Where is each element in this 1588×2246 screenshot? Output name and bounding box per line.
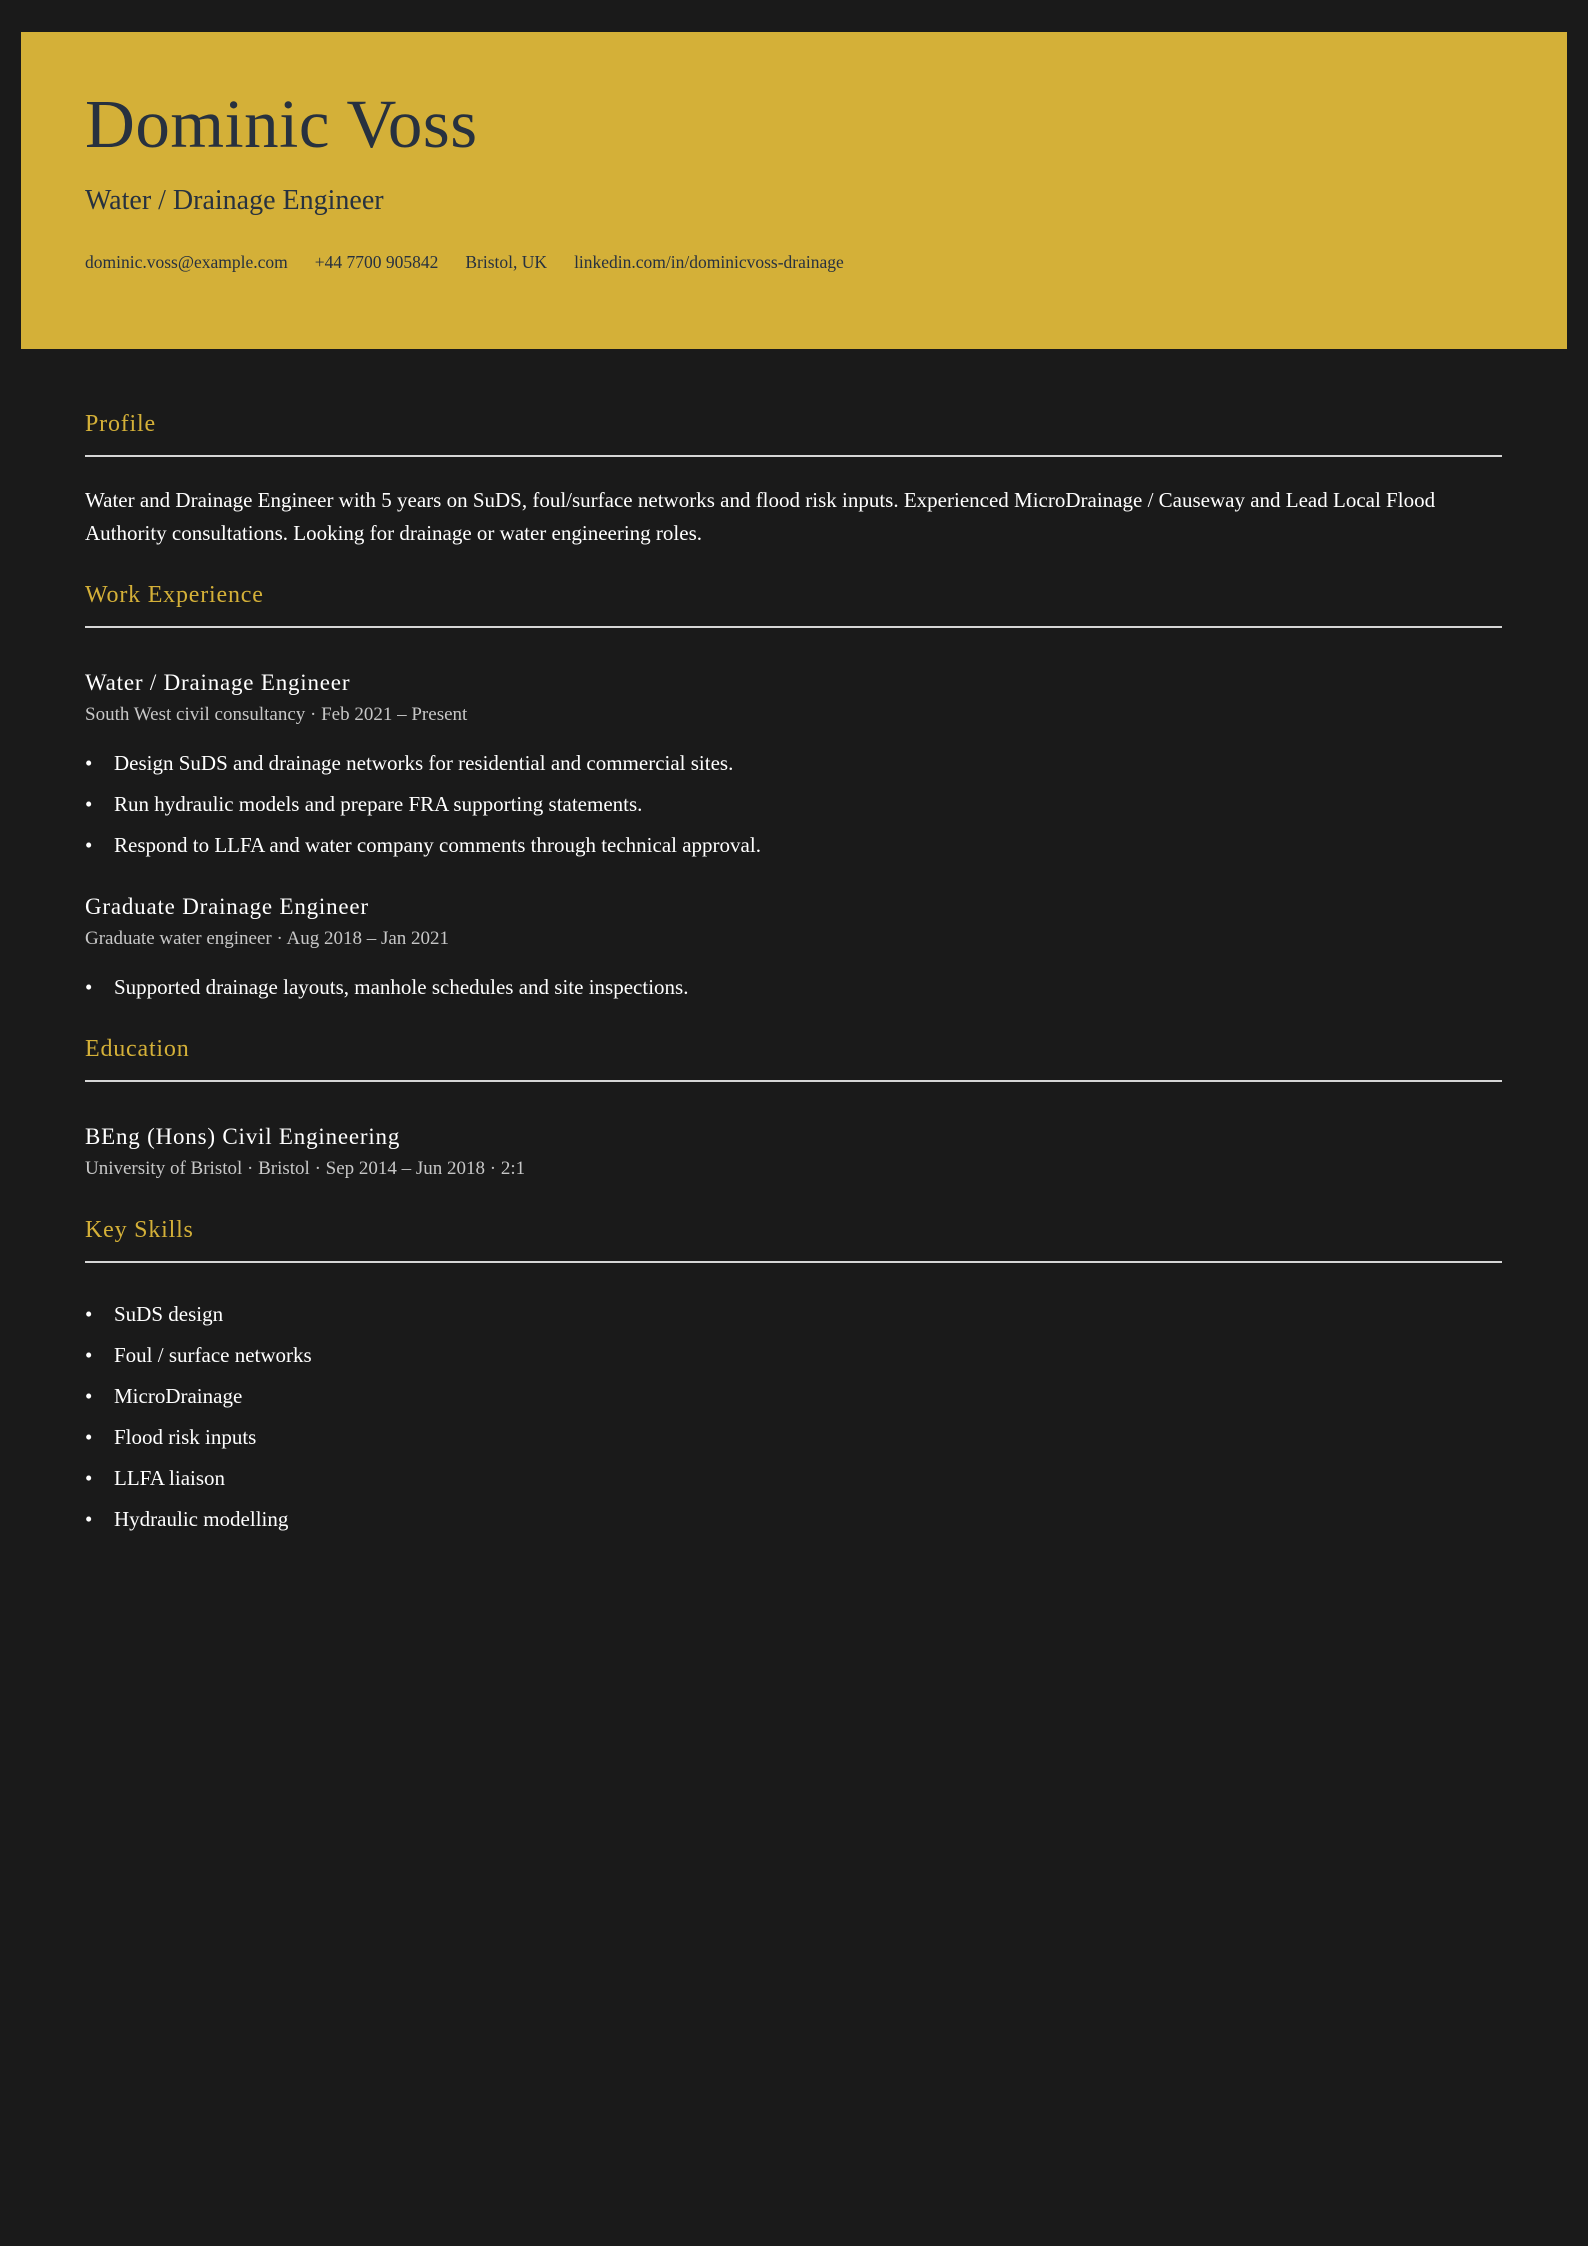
contact-location: Bristol, UK: [465, 252, 548, 272]
contact-email[interactable]: dominic.voss@example.com: [85, 252, 288, 272]
profile-text: Water and Drainage Engineer with 5 years on SuDS, foul/surface networks and flood risk inputs. Experienced MicroDrainage / Causeway and Lead Local Flood Authority consultations. Looking for drainage or water engineering roles.: [85, 488, 1436, 545]
experience-section: [85, 583, 1502, 998]
candidate-title: Water / Drainage Engineer: [85, 185, 384, 216]
skill-item: • Hydraulic modelling: [85, 1509, 1502, 1530]
education-divider: [85, 1080, 1502, 1082]
education-meta: University of Bristol · Bristol · Sep 2014 – Jun 2018 · 2:1: [85, 1158, 526, 1179]
education-degree: BEng (Hons) Civil Engineering: [85, 1124, 401, 1149]
role-bullets: [85, 977, 1502, 998]
profile-divider: [85, 455, 1502, 457]
skills-list: [85, 1304, 1502, 1530]
role-bullet: • Run hydraulic models and prepare FRA supporting statements.: [85, 794, 1502, 815]
role-title: Water / Drainage Engineer: [85, 670, 351, 695]
role-bullet: • Design SuDS and drainage networks for residential and commercial sites.: [85, 753, 1502, 774]
skills-section: [85, 1218, 1502, 1530]
skill-item: • Foul / surface networks: [85, 1345, 1502, 1366]
role-bullets: [85, 753, 1502, 856]
role-item: [85, 671, 1502, 856]
candidate-name: Dominic Voss: [85, 86, 478, 162]
profile-section: [85, 400, 1502, 550]
resume-header: [21, 32, 1567, 349]
role-meta: Graduate water engineer · Aug 2018 – Jan 2021: [85, 928, 450, 949]
skill-item: • MicroDrainage: [85, 1386, 1502, 1407]
experience-heading: Work Experience: [85, 582, 264, 608]
profile-heading: Profile: [85, 411, 156, 437]
contact-linkedin[interactable]: linkedin.com/in/dominicvoss-drainage: [574, 252, 844, 272]
role-title: Graduate Drainage Engineer: [85, 894, 369, 919]
experience-divider: [85, 626, 1502, 628]
role-item: [85, 895, 1502, 998]
skills-divider: [85, 1261, 1502, 1263]
contact-info: [85, 254, 871, 272]
role-meta: South West civil consultancy · Feb 2021 – Present: [85, 704, 468, 725]
education-heading: Education: [85, 1036, 190, 1062]
contact-phone[interactable]: +44 7700 905842: [314, 252, 439, 272]
skill-item: • Flood risk inputs: [85, 1427, 1502, 1448]
education-section: [85, 1037, 1502, 1178]
skills-heading: Key Skills: [85, 1217, 194, 1243]
skill-item: • LLFA liaison: [85, 1468, 1502, 1489]
role-bullet: • Respond to LLFA and water company comments through technical approval.: [85, 835, 1502, 856]
skill-item: • SuDS design: [85, 1304, 1502, 1325]
role-bullet: • Supported drainage layouts, manhole schedules and site inspections.: [85, 977, 1502, 998]
resume-body: [85, 400, 1502, 1530]
